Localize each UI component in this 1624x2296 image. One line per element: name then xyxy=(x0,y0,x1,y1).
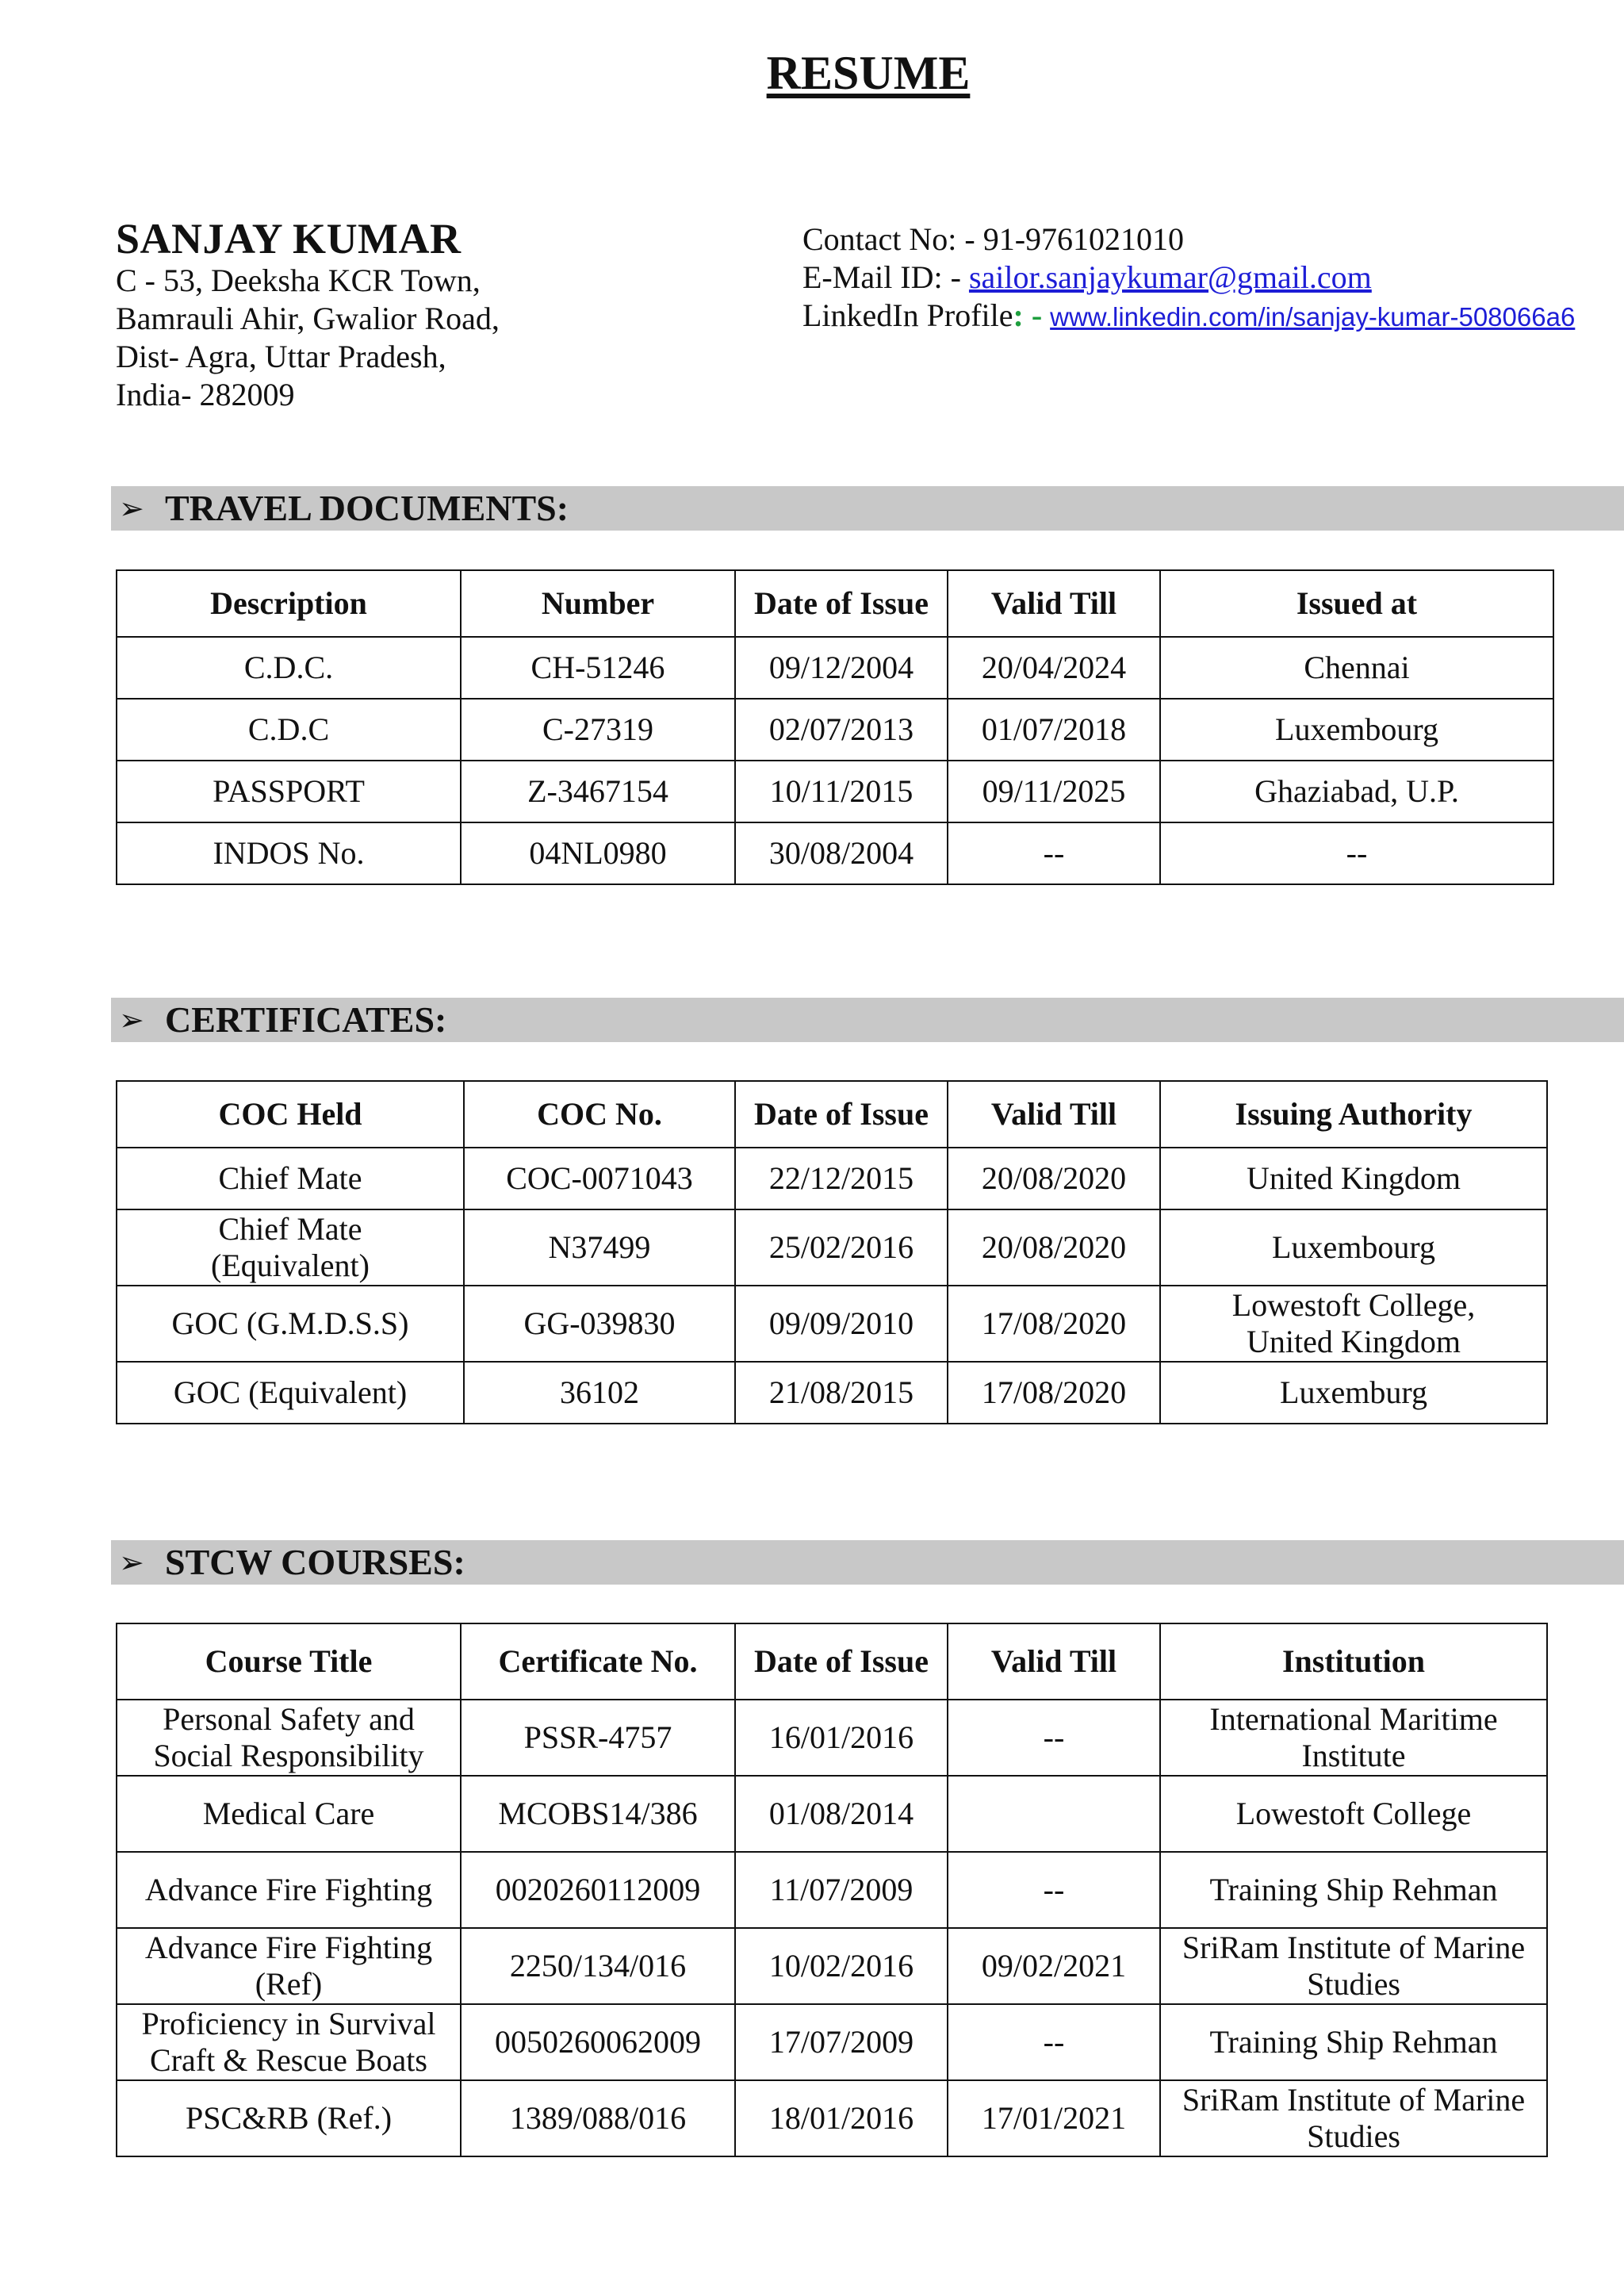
table-cell: Proficiency in Survival Craft & Rescue Boats xyxy=(117,2004,461,2080)
section-header-certificates xyxy=(111,998,1624,1042)
linkedin-separator: : - xyxy=(1013,297,1051,333)
column-header: COC Held xyxy=(117,1081,464,1148)
table-cell: 17/07/2009 xyxy=(735,2004,948,2080)
table-cell: 2250/134/016 xyxy=(461,1928,735,2004)
email-link[interactable]: sailor.sanjaykumar@gmail.com xyxy=(968,259,1372,295)
table-cell: Ghaziabad, U.P. xyxy=(1160,761,1553,822)
table-cell: 18/01/2016 xyxy=(735,2080,948,2156)
table-cell: 09/09/2010 xyxy=(735,1286,948,1362)
table-cell: Chief Mate (Equivalent) xyxy=(117,1209,464,1286)
table-cell: -- xyxy=(948,822,1160,884)
table-cell: 30/08/2004 xyxy=(735,822,948,884)
table-cell: 0050260062009 xyxy=(461,2004,735,2080)
table-cell: Chennai xyxy=(1160,637,1553,699)
stcw-courses-table xyxy=(116,1623,1548,2157)
table-cell xyxy=(948,1776,1160,1852)
table-cell: 01/07/2018 xyxy=(948,699,1160,761)
table-cell: 1389/088/016 xyxy=(461,2080,735,2156)
table-cell: Luxembourg xyxy=(1160,1209,1547,1286)
table-cell: INDOS No. xyxy=(117,822,461,884)
column-header: Number xyxy=(461,570,735,637)
column-header: Date of Issue xyxy=(735,1623,948,1700)
table-cell: PSC&RB (Ref.) xyxy=(117,2080,461,2156)
table-cell: 02/07/2013 xyxy=(735,699,948,761)
page-title: RESUME xyxy=(766,47,971,99)
table-cell: 25/02/2016 xyxy=(735,1209,948,1286)
table-cell: C-27319 xyxy=(461,699,735,761)
column-header: Valid Till xyxy=(948,1081,1160,1148)
table-row xyxy=(117,699,1553,761)
email-line xyxy=(802,259,1575,297)
column-header: Institution xyxy=(1160,1623,1547,1700)
table-row xyxy=(117,2004,1547,2080)
section-title: TRAVEL DOCUMENTS: xyxy=(165,488,569,528)
table-cell: -- xyxy=(1160,822,1553,884)
column-header: Date of Issue xyxy=(735,1081,948,1148)
table-cell: International Maritime Institute xyxy=(1160,1700,1547,1776)
column-header: Issued at xyxy=(1160,570,1553,637)
table-cell: MCOBS14/386 xyxy=(461,1776,735,1852)
table-cell: Advance Fire Fighting (Ref) xyxy=(117,1928,461,2004)
address-line: Bamrauli Ahir, Gwalior Road, xyxy=(116,301,500,336)
table-cell: 10/11/2015 xyxy=(735,761,948,822)
section-header-travel-documents xyxy=(111,486,1624,531)
column-header: Valid Till xyxy=(948,1623,1160,1700)
arrow-bullet-icon: ➢ xyxy=(119,491,144,526)
table-cell: 17/08/2020 xyxy=(948,1362,1160,1424)
table-cell: COC-0071043 xyxy=(464,1148,735,1209)
address-block xyxy=(116,262,500,414)
table-cell: 20/08/2020 xyxy=(948,1209,1160,1286)
table-cell: 20/08/2020 xyxy=(948,1148,1160,1209)
table-cell: Luxembourg xyxy=(1160,699,1553,761)
table-cell: -- xyxy=(948,1852,1160,1928)
table-cell: Chief Mate xyxy=(117,1148,464,1209)
table-row xyxy=(117,822,1553,884)
table-cell: Lowestoft College, United Kingdom xyxy=(1160,1286,1547,1362)
table-cell: 09/12/2004 xyxy=(735,637,948,699)
section-header-stcw-courses xyxy=(111,1540,1624,1585)
table-cell: Z-3467154 xyxy=(461,761,735,822)
address-line: C - 53, Deeksha KCR Town, xyxy=(116,263,481,298)
table-cell: Lowestoft College xyxy=(1160,1776,1547,1852)
table-cell: CH-51246 xyxy=(461,637,735,699)
table-row xyxy=(117,1286,1547,1362)
certificates-table xyxy=(116,1080,1548,1424)
contact-number-line xyxy=(802,220,1575,259)
column-header: Issuing Authority xyxy=(1160,1081,1547,1148)
table-cell: Training Ship Rehman xyxy=(1160,2004,1547,2080)
table-cell: SriRam Institute of Marine Studies xyxy=(1160,1928,1547,2004)
linkedin-line xyxy=(802,297,1575,336)
table-cell: 01/08/2014 xyxy=(735,1776,948,1852)
table-cell: 17/01/2021 xyxy=(948,2080,1160,2156)
section-title: STCW COURSES: xyxy=(165,1542,465,1582)
table-cell: 20/04/2024 xyxy=(948,637,1160,699)
table-cell: PSSR-4757 xyxy=(461,1700,735,1776)
table-row xyxy=(117,1852,1547,1928)
table-cell: C.D.C xyxy=(117,699,461,761)
arrow-bullet-icon: ➢ xyxy=(119,1545,144,1580)
table-cell: 22/12/2015 xyxy=(735,1148,948,1209)
table-cell: Advance Fire Fighting xyxy=(117,1852,461,1928)
table-cell: C.D.C. xyxy=(117,637,461,699)
table-row xyxy=(117,1148,1547,1209)
table-cell: Training Ship Rehman xyxy=(1160,1852,1547,1928)
column-header: COC No. xyxy=(464,1081,735,1148)
table-cell: 10/02/2016 xyxy=(735,1928,948,2004)
table-cell: SriRam Institute of Marine Studies xyxy=(1160,2080,1547,2156)
table-cell: PASSPORT xyxy=(117,761,461,822)
table-cell: 11/07/2009 xyxy=(735,1852,948,1928)
table-cell: Luxemburg xyxy=(1160,1362,1547,1424)
table-row xyxy=(117,1928,1547,2004)
table-cell: 21/08/2015 xyxy=(735,1362,948,1424)
address-line: Dist- Agra, Uttar Pradesh, xyxy=(116,339,446,374)
table-cell: -- xyxy=(948,2004,1160,2080)
table-row xyxy=(117,1209,1547,1286)
table-cell: GOC (G.M.D.S.S) xyxy=(117,1286,464,1362)
table-row xyxy=(117,637,1553,699)
contact-number: 91-9761021010 xyxy=(982,221,1185,257)
table-cell: United Kingdom xyxy=(1160,1148,1547,1209)
table-row xyxy=(117,1700,1547,1776)
table-cell: 0020260112009 xyxy=(461,1852,735,1928)
table-cell: Personal Safety and Social Responsibility xyxy=(117,1700,461,1776)
column-header: Valid Till xyxy=(948,570,1160,637)
column-header: Date of Issue xyxy=(735,570,948,637)
table-row xyxy=(117,1362,1547,1424)
table-cell: N37499 xyxy=(464,1209,735,1286)
table-cell: 09/11/2025 xyxy=(948,761,1160,822)
section-title: CERTIFICATES: xyxy=(165,999,447,1040)
table-cell: 09/02/2021 xyxy=(948,1928,1160,2004)
contact-label: Contact No: - xyxy=(802,221,983,257)
candidate-name: SANJAY KUMAR xyxy=(116,215,462,263)
table-cell: 17/08/2020 xyxy=(948,1286,1160,1362)
table-cell: GOC (Equivalent) xyxy=(117,1362,464,1424)
column-header: Description xyxy=(117,570,461,637)
contact-block xyxy=(802,220,1575,336)
travel-documents-table xyxy=(116,569,1554,885)
table-row xyxy=(117,2080,1547,2156)
table-cell: GG-039830 xyxy=(464,1286,735,1362)
table-cell: 36102 xyxy=(464,1362,735,1424)
table-cell: 16/01/2016 xyxy=(735,1700,948,1776)
linkedin-link[interactable]: www.linkedin.com/in/sanjay-kumar-508066a6 xyxy=(1050,302,1576,332)
table-cell: Medical Care xyxy=(117,1776,461,1852)
table-row xyxy=(117,761,1553,822)
arrow-bullet-icon: ➢ xyxy=(119,1002,144,1037)
column-header: Certificate No. xyxy=(461,1623,735,1700)
table-cell: -- xyxy=(948,1700,1160,1776)
column-header: Course Title xyxy=(117,1623,461,1700)
address-line: India- 282009 xyxy=(116,377,295,412)
table-row xyxy=(117,1776,1547,1852)
table-cell: 04NL0980 xyxy=(461,822,735,884)
email-label: E-Mail ID: - xyxy=(802,259,969,295)
linkedin-label: LinkedIn Profile xyxy=(802,297,1013,333)
